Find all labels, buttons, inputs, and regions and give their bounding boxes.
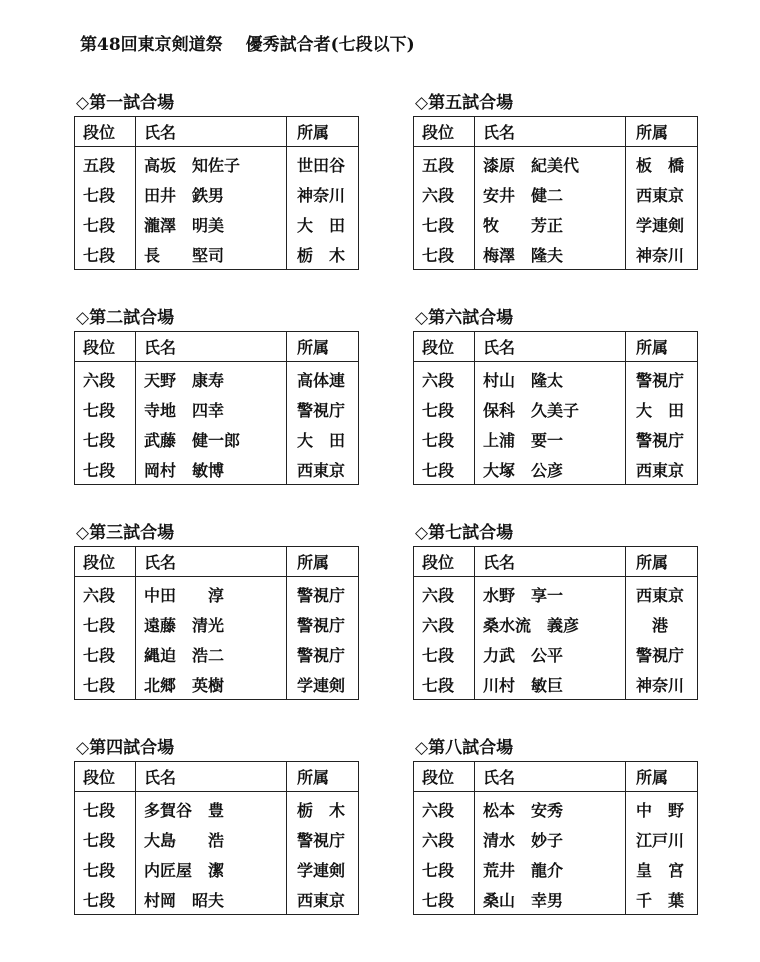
name-cell: 上浦 要一 bbox=[475, 424, 626, 454]
name-cell: 村岡 昭夫 bbox=[136, 884, 287, 915]
header-rank: 段位 bbox=[75, 762, 136, 792]
header-row bbox=[414, 547, 698, 577]
affiliation-cell: 警視庁 bbox=[297, 645, 346, 665]
roster-table bbox=[413, 761, 698, 915]
table-row bbox=[414, 792, 698, 825]
name-cell: 長 堅司 bbox=[136, 239, 287, 270]
header-rank: 段位 bbox=[414, 117, 475, 147]
rank-cell: 五段 bbox=[414, 147, 475, 180]
rank-cell: 七段 bbox=[75, 424, 136, 454]
header-affiliation: 所属 bbox=[626, 332, 698, 362]
name-cell: 牧 芳正 bbox=[475, 209, 626, 239]
rank-cell: 五段 bbox=[75, 147, 136, 180]
affiliation-cell: 警視庁 bbox=[636, 645, 685, 665]
affiliation-cell: 栃 木 bbox=[297, 245, 346, 265]
table-row bbox=[414, 824, 698, 854]
roster-table bbox=[413, 116, 698, 270]
rank-cell: 六段 bbox=[414, 362, 475, 395]
header-affiliation: 所属 bbox=[287, 117, 359, 147]
table-row bbox=[414, 609, 698, 639]
table-row bbox=[75, 854, 359, 884]
table-row bbox=[414, 669, 698, 700]
rank-cell: 六段 bbox=[414, 824, 475, 854]
roster-table bbox=[74, 331, 359, 485]
name-cell: 縄迫 浩二 bbox=[136, 639, 287, 669]
affiliation-cell: 西東京 bbox=[636, 185, 685, 205]
name-cell: 内匠屋 潔 bbox=[136, 854, 287, 884]
table-row bbox=[75, 824, 359, 854]
venue-heading: ◇第四試合場 bbox=[76, 738, 175, 758]
affiliation-cell: 警視庁 bbox=[297, 400, 346, 420]
name-cell: 中田 淳 bbox=[136, 577, 287, 610]
name-cell: 大島 浩 bbox=[136, 824, 287, 854]
venue-heading: ◇第三試合場 bbox=[76, 523, 175, 543]
table-row bbox=[414, 147, 698, 180]
affiliation-cell: 大 田 bbox=[297, 430, 346, 450]
affiliation-cell: 皇 宮 bbox=[636, 860, 685, 880]
table-row bbox=[414, 362, 698, 395]
name-cell: 瀧澤 明美 bbox=[136, 209, 287, 239]
venue-2 bbox=[74, 305, 359, 485]
affiliation-cell: 大 田 bbox=[297, 215, 346, 235]
table-row bbox=[75, 454, 359, 485]
table-row bbox=[414, 854, 698, 884]
name-cell: 田井 鉄男 bbox=[136, 179, 287, 209]
table-row bbox=[75, 577, 359, 610]
header-affiliation: 所属 bbox=[626, 117, 698, 147]
rank-cell: 六段 bbox=[414, 577, 475, 610]
rank-cell: 六段 bbox=[414, 179, 475, 209]
affiliation-cell: 警視庁 bbox=[297, 615, 346, 635]
rank-cell: 七段 bbox=[414, 669, 475, 700]
rank-cell: 七段 bbox=[414, 854, 475, 884]
venue-heading: ◇第八試合場 bbox=[415, 738, 514, 758]
header-row bbox=[75, 332, 359, 362]
table-row bbox=[75, 792, 359, 825]
table-row bbox=[414, 209, 698, 239]
affiliation-cell: 大 田 bbox=[636, 400, 685, 420]
affiliation-cell: 神奈川 bbox=[297, 185, 346, 205]
header-affiliation: 所属 bbox=[626, 762, 698, 792]
affiliation-cell: 江戸川 bbox=[636, 830, 685, 850]
rank-cell: 七段 bbox=[75, 884, 136, 915]
table-row bbox=[75, 209, 359, 239]
rank-cell: 七段 bbox=[414, 454, 475, 485]
rank-cell: 七段 bbox=[75, 179, 136, 209]
affiliation-cell: 学連剣 bbox=[636, 215, 685, 235]
page-title: 第48回東京剣道祭 優秀試合者(七段以下) bbox=[80, 35, 415, 55]
name-cell: 水野 享一 bbox=[475, 577, 626, 610]
rank-cell: 七段 bbox=[414, 239, 475, 270]
affiliation-cell: 港 bbox=[636, 615, 669, 635]
rank-cell: 七段 bbox=[75, 209, 136, 239]
table-row bbox=[75, 239, 359, 270]
header-rank: 段位 bbox=[75, 547, 136, 577]
header-row bbox=[414, 762, 698, 792]
rank-cell: 七段 bbox=[414, 394, 475, 424]
header-affiliation: 所属 bbox=[287, 547, 359, 577]
affiliation-cell: 栃 木 bbox=[297, 800, 346, 820]
affiliation-cell: 警視庁 bbox=[636, 370, 685, 390]
venue-heading: ◇第七試合場 bbox=[415, 523, 514, 543]
venue-8 bbox=[413, 735, 698, 915]
table-row bbox=[75, 179, 359, 209]
table-row bbox=[75, 147, 359, 180]
header-name: 氏名 bbox=[475, 332, 626, 362]
rank-cell: 七段 bbox=[75, 854, 136, 884]
affiliation-cell: 学連剣 bbox=[297, 675, 346, 695]
name-cell: 保科 久美子 bbox=[475, 394, 626, 424]
header-rank: 段位 bbox=[414, 762, 475, 792]
rank-cell: 七段 bbox=[75, 239, 136, 270]
name-cell: 梅澤 隆夫 bbox=[475, 239, 626, 270]
table-row bbox=[75, 424, 359, 454]
affiliation-cell: 神奈川 bbox=[636, 675, 685, 695]
header-rank: 段位 bbox=[75, 332, 136, 362]
name-cell: 北郷 英樹 bbox=[136, 669, 287, 700]
header-name: 氏名 bbox=[475, 117, 626, 147]
table-row bbox=[75, 639, 359, 669]
venue-3 bbox=[74, 520, 359, 700]
venue-heading: ◇第一試合場 bbox=[76, 93, 175, 113]
rank-cell: 七段 bbox=[414, 209, 475, 239]
header-row bbox=[414, 117, 698, 147]
table-row bbox=[75, 609, 359, 639]
header-rank: 段位 bbox=[414, 332, 475, 362]
header-row bbox=[75, 762, 359, 792]
table-row bbox=[414, 884, 698, 915]
name-cell: 松本 安秀 bbox=[475, 792, 626, 825]
header-affiliation: 所属 bbox=[287, 332, 359, 362]
header-name: 氏名 bbox=[136, 762, 287, 792]
name-cell: 漆原 紀美代 bbox=[475, 147, 626, 180]
rank-cell: 七段 bbox=[75, 792, 136, 825]
name-cell: 安井 健二 bbox=[475, 179, 626, 209]
table-row bbox=[414, 239, 698, 270]
affiliation-cell: 西東京 bbox=[297, 460, 346, 480]
venue-7 bbox=[413, 520, 698, 700]
roster-table bbox=[413, 331, 698, 485]
rank-cell: 七段 bbox=[414, 639, 475, 669]
table-row bbox=[75, 394, 359, 424]
rank-cell: 六段 bbox=[414, 792, 475, 825]
affiliation-cell: 高体連 bbox=[297, 370, 346, 390]
rank-cell: 七段 bbox=[414, 884, 475, 915]
header-name: 氏名 bbox=[475, 547, 626, 577]
venue-heading: ◇第六試合場 bbox=[415, 308, 514, 328]
name-cell: 高坂 知佐子 bbox=[136, 147, 287, 180]
header-affiliation: 所属 bbox=[626, 547, 698, 577]
affiliation-cell: 中 野 bbox=[636, 800, 685, 820]
roster-table bbox=[74, 546, 359, 700]
table-row bbox=[414, 179, 698, 209]
rank-cell: 六段 bbox=[75, 577, 136, 610]
table-row bbox=[414, 454, 698, 485]
roster-table bbox=[74, 761, 359, 915]
venue-heading: ◇第五試合場 bbox=[415, 93, 514, 113]
affiliation-cell: 学連剣 bbox=[297, 860, 346, 880]
header-name: 氏名 bbox=[475, 762, 626, 792]
rank-cell: 六段 bbox=[414, 609, 475, 639]
affiliation-cell: 警視庁 bbox=[297, 585, 346, 605]
table-row bbox=[414, 394, 698, 424]
name-cell: 村山 隆太 bbox=[475, 362, 626, 395]
venue-1 bbox=[74, 90, 359, 270]
affiliation-cell: 板 橋 bbox=[636, 155, 685, 175]
name-cell: 大塚 公彦 bbox=[475, 454, 626, 485]
affiliation-cell: 千 葉 bbox=[636, 890, 685, 910]
affiliation-cell: 世田谷 bbox=[297, 155, 346, 175]
roster-table bbox=[413, 546, 698, 700]
rank-cell: 七段 bbox=[75, 394, 136, 424]
affiliation-cell: 西東京 bbox=[636, 460, 685, 480]
rank-cell: 七段 bbox=[75, 669, 136, 700]
header-name: 氏名 bbox=[136, 332, 287, 362]
header-row bbox=[75, 117, 359, 147]
name-cell: 力武 公平 bbox=[475, 639, 626, 669]
name-cell: 岡村 敏博 bbox=[136, 454, 287, 485]
name-cell: 桑水流 義彦 bbox=[475, 609, 626, 639]
name-cell: 天野 康寿 bbox=[136, 362, 287, 395]
header-rank: 段位 bbox=[414, 547, 475, 577]
name-cell: 桑山 幸男 bbox=[475, 884, 626, 915]
roster-table bbox=[74, 116, 359, 270]
header-affiliation: 所属 bbox=[287, 762, 359, 792]
venue-4 bbox=[74, 735, 359, 915]
rank-cell: 六段 bbox=[75, 362, 136, 395]
header-row bbox=[75, 547, 359, 577]
name-cell: 寺地 四幸 bbox=[136, 394, 287, 424]
name-cell: 遠藤 清光 bbox=[136, 609, 287, 639]
affiliation-cell: 西東京 bbox=[297, 890, 346, 910]
rank-cell: 七段 bbox=[75, 609, 136, 639]
table-row bbox=[75, 669, 359, 700]
table-row bbox=[414, 577, 698, 610]
name-cell: 川村 敏巨 bbox=[475, 669, 626, 700]
venue-6 bbox=[413, 305, 698, 485]
name-cell: 清水 妙子 bbox=[475, 824, 626, 854]
header-row bbox=[414, 332, 698, 362]
header-name: 氏名 bbox=[136, 117, 287, 147]
table-row bbox=[75, 362, 359, 395]
affiliation-cell: 警視庁 bbox=[636, 430, 685, 450]
affiliation-cell: 西東京 bbox=[636, 585, 685, 605]
affiliation-cell: 警視庁 bbox=[297, 830, 346, 850]
header-name: 氏名 bbox=[136, 547, 287, 577]
rank-cell: 七段 bbox=[75, 824, 136, 854]
rank-cell: 七段 bbox=[75, 454, 136, 485]
name-cell: 多賀谷 豊 bbox=[136, 792, 287, 825]
table-row bbox=[75, 884, 359, 915]
venue-5 bbox=[413, 90, 698, 270]
venue-heading: ◇第二試合場 bbox=[76, 308, 175, 328]
header-rank: 段位 bbox=[75, 117, 136, 147]
rank-cell: 七段 bbox=[75, 639, 136, 669]
table-row bbox=[414, 424, 698, 454]
table-row bbox=[414, 639, 698, 669]
affiliation-cell: 神奈川 bbox=[636, 245, 685, 265]
name-cell: 武藤 健一郎 bbox=[136, 424, 287, 454]
rank-cell: 七段 bbox=[414, 424, 475, 454]
name-cell: 荒井 龍介 bbox=[475, 854, 626, 884]
